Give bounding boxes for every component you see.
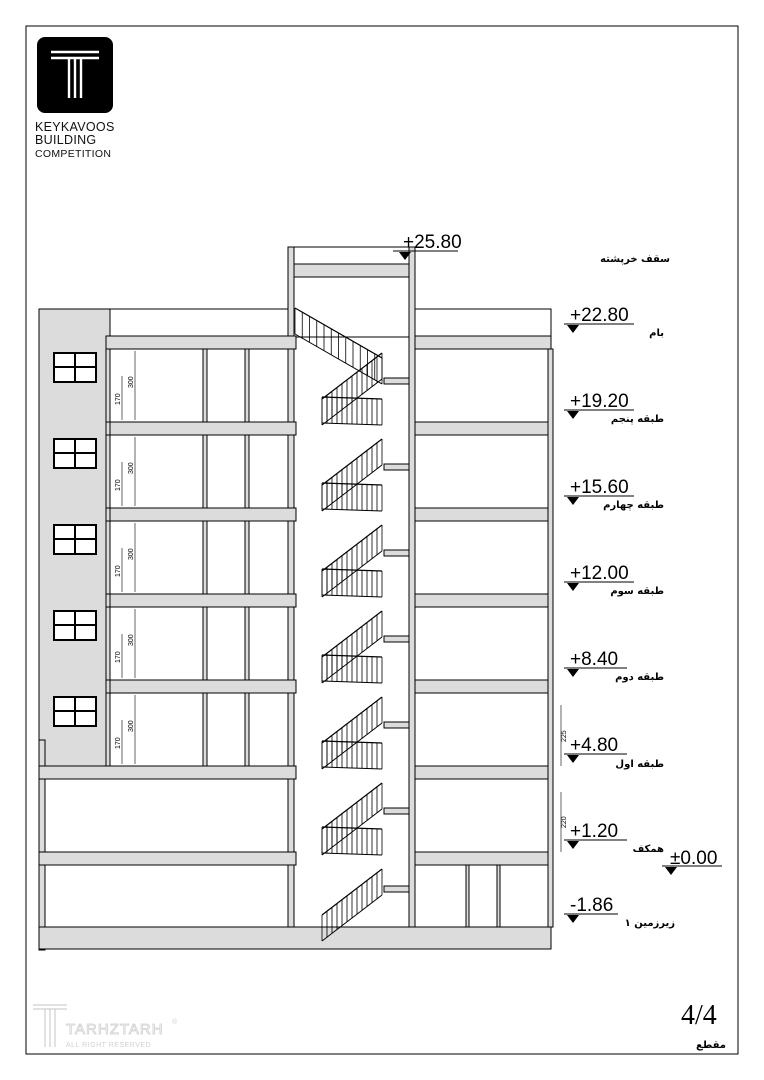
slab-1-left	[39, 766, 296, 779]
level-name-7: همکف	[632, 844, 664, 855]
watermark-mark: ®	[172, 1019, 178, 1026]
stair-penthouse	[290, 247, 415, 337]
level-elev-8: ±0.00	[670, 848, 718, 869]
slab-roof-left	[106, 336, 296, 349]
slab-roof-right	[415, 336, 551, 349]
dim-sill-3: 170	[115, 565, 122, 577]
roof-parapet-left	[110, 309, 290, 336]
level-elev-7: +1.20	[570, 821, 619, 842]
dim-sill-2: 170	[115, 651, 122, 663]
watermark-rights: ALL RIGHT RESERVED	[66, 1042, 152, 1049]
logo-line-3: COMPETITION	[35, 148, 112, 160]
level-name-9: زیرزمین ۱	[624, 918, 675, 929]
roof-parapet-right	[415, 309, 551, 336]
penthouse-roof-slab	[290, 264, 415, 277]
dim-height-5: 300	[128, 376, 135, 388]
level-elev-4: +12.00	[570, 563, 629, 584]
slab-5-left	[106, 422, 296, 435]
page-number: 4/4	[681, 1000, 717, 1031]
dim-height-4: 300	[128, 462, 135, 474]
slab-2-left	[106, 680, 296, 693]
slab-5-right	[415, 422, 551, 435]
dim-right-lower: 220	[561, 816, 568, 828]
slab-4-left	[106, 508, 296, 521]
level-elev-9: -1.86	[570, 895, 614, 916]
slab-4-right	[415, 508, 551, 521]
watermark-brand: TARHZTARH	[66, 1021, 164, 1038]
level-elev-3: +15.60	[570, 477, 629, 498]
slab-ground-left	[39, 852, 296, 865]
page-caption: مقطع	[696, 1040, 726, 1051]
level-elev-6: +4.80	[570, 735, 619, 756]
level-name-5: طبقه دوم	[615, 672, 664, 683]
dim-sill-1: 170	[115, 737, 122, 749]
level-name-3: طبقه چهارم	[603, 500, 664, 511]
level-name-2: طبقه پنجم	[610, 414, 664, 425]
level-name-4: طبقه سوم	[610, 586, 664, 597]
level-name-6: طبقه اول	[615, 759, 664, 770]
stair-wall-right	[409, 247, 415, 927]
right-exterior-wall	[548, 349, 553, 927]
slab-ground-right	[415, 852, 551, 865]
level-name-0: سقف خرپشته	[600, 254, 670, 265]
basement-floor-slab	[39, 927, 551, 949]
level-elev-1: +22.80	[570, 305, 629, 326]
slab-3-left	[106, 594, 296, 607]
level-elev-0: +25.80	[403, 232, 462, 253]
logo-line-2: BUILDING	[35, 133, 97, 147]
level-elev-5: +8.40	[570, 649, 619, 670]
dim-sill-4: 170	[115, 479, 122, 491]
dim-height-2: 300	[128, 634, 135, 646]
slab-3-right	[415, 594, 551, 607]
dim-height-1: 300	[128, 720, 135, 732]
level-name-1: بام	[649, 328, 664, 339]
dim-height-3: 300	[128, 548, 135, 560]
dim-sill-5: 170	[115, 393, 122, 405]
slab-1-right	[415, 766, 551, 779]
dim-right-upper: 225	[561, 730, 568, 742]
level-elev-2: +19.20	[570, 391, 629, 412]
logo-line-1: KEYKAVOOS	[35, 120, 115, 134]
slab-2-right	[415, 680, 551, 693]
